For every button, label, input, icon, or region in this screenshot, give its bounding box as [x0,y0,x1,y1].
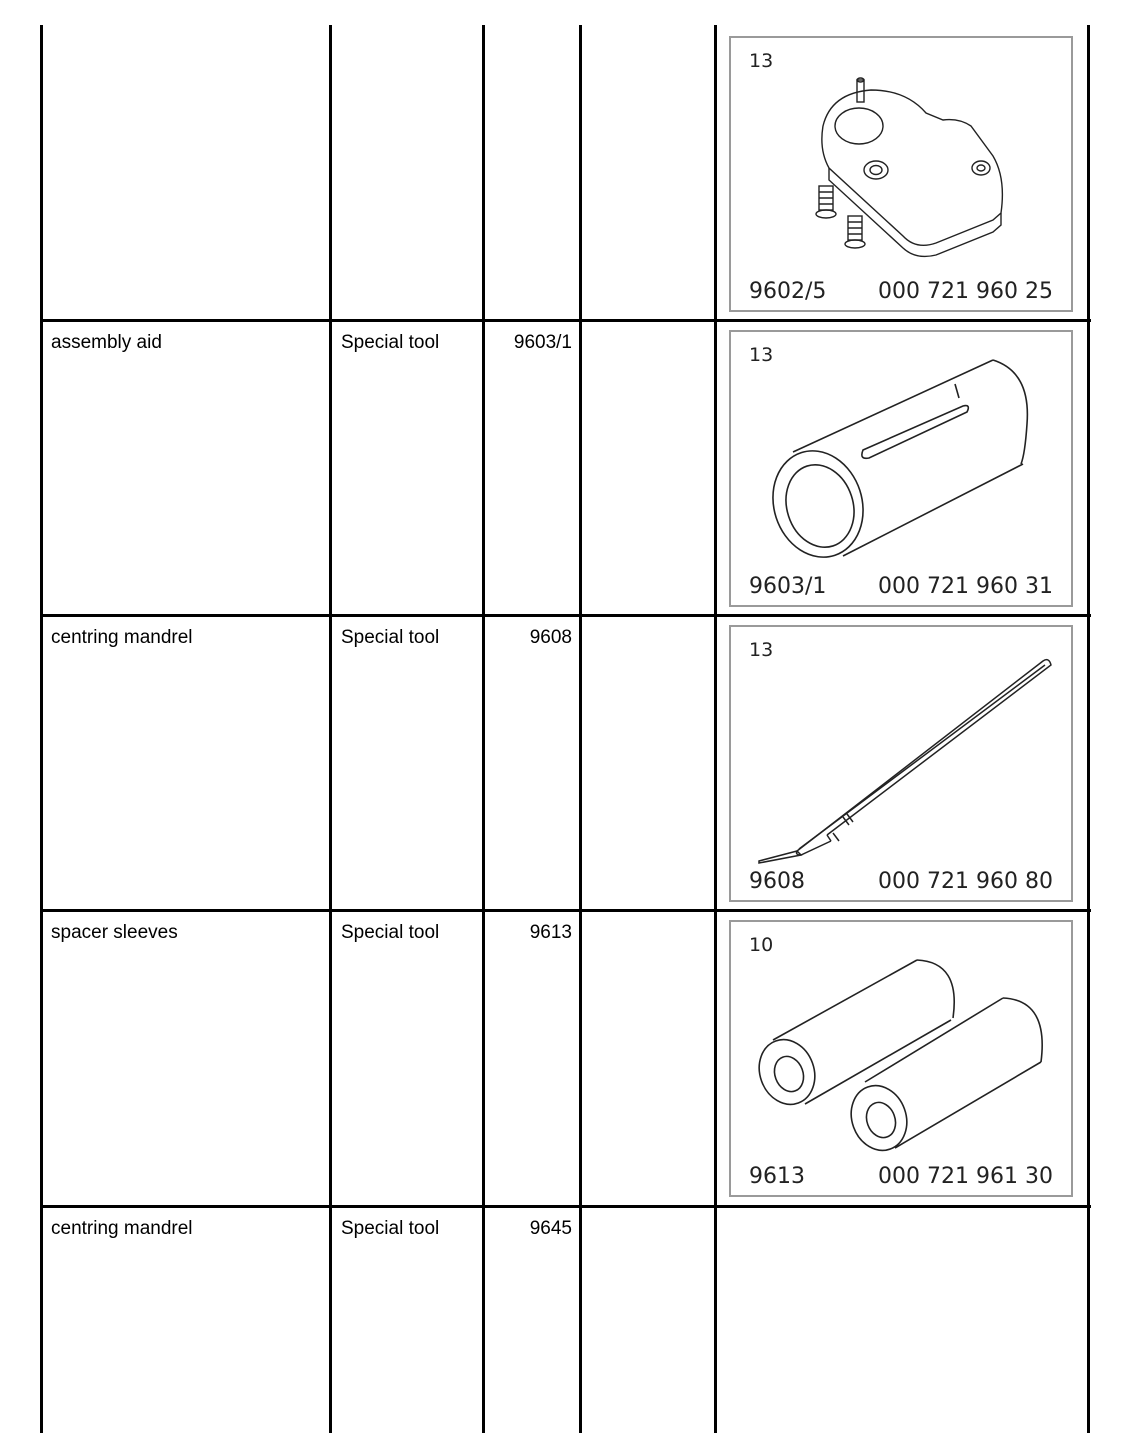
tool-description: centring mandrel [51,1218,193,1239]
tool-number: 9603/1 [513,332,572,353]
illustration-part-number: 000 721 961 30 [878,1164,1053,1189]
tool-type: Special tool [341,1218,440,1239]
illustration-short-part-number: 9602/5 [749,279,827,304]
spacer-sleeves-icon [731,922,1071,1194]
illustration-quantity: 10 [749,934,774,956]
row-divider [42,614,1091,617]
table-border-left [40,25,43,1433]
tool-type: Special tool [341,922,440,943]
illustration-part-number: 000 721 960 80 [878,869,1053,894]
row-divider [42,1205,1091,1208]
illustration-part-number: 000 721 960 31 [878,574,1053,599]
tool-illustration [729,920,1073,1197]
tool-description: centring mandrel [51,627,193,648]
tool-number: 9645 [529,1218,572,1239]
illustration-part-number: 000 721 960 25 [878,279,1053,304]
slotted-sleeve-icon [731,332,1071,604]
mandrel-icon [731,627,1071,899]
illustration-quantity: 13 [749,639,774,661]
table-divider-col2 [482,25,485,1433]
table-border-right [1087,25,1090,1433]
tool-illustration [729,625,1073,902]
tool-illustration [729,36,1073,312]
row-divider [42,909,1091,912]
tool-number: 9613 [529,922,572,943]
tool-type: Special tool [341,627,440,648]
illustration-short-part-number: 9613 [749,1164,805,1189]
illustration-quantity: 13 [749,50,774,72]
tool-number: 9608 [529,627,572,648]
table-divider-col4 [714,25,717,1433]
tool-type: Special tool [341,332,440,353]
illustration-quantity: 13 [749,344,774,366]
table-divider-col3 [579,25,582,1433]
illustration-short-part-number: 9608 [749,869,805,894]
table-divider-col1 [329,25,332,1433]
tool-description: assembly aid [51,332,162,353]
row-divider [42,319,1091,322]
retaining-plate-icon [731,38,1071,310]
illustration-short-part-number: 9603/1 [749,574,827,599]
tool-description: spacer sleeves [51,922,178,943]
tool-illustration [729,330,1073,607]
